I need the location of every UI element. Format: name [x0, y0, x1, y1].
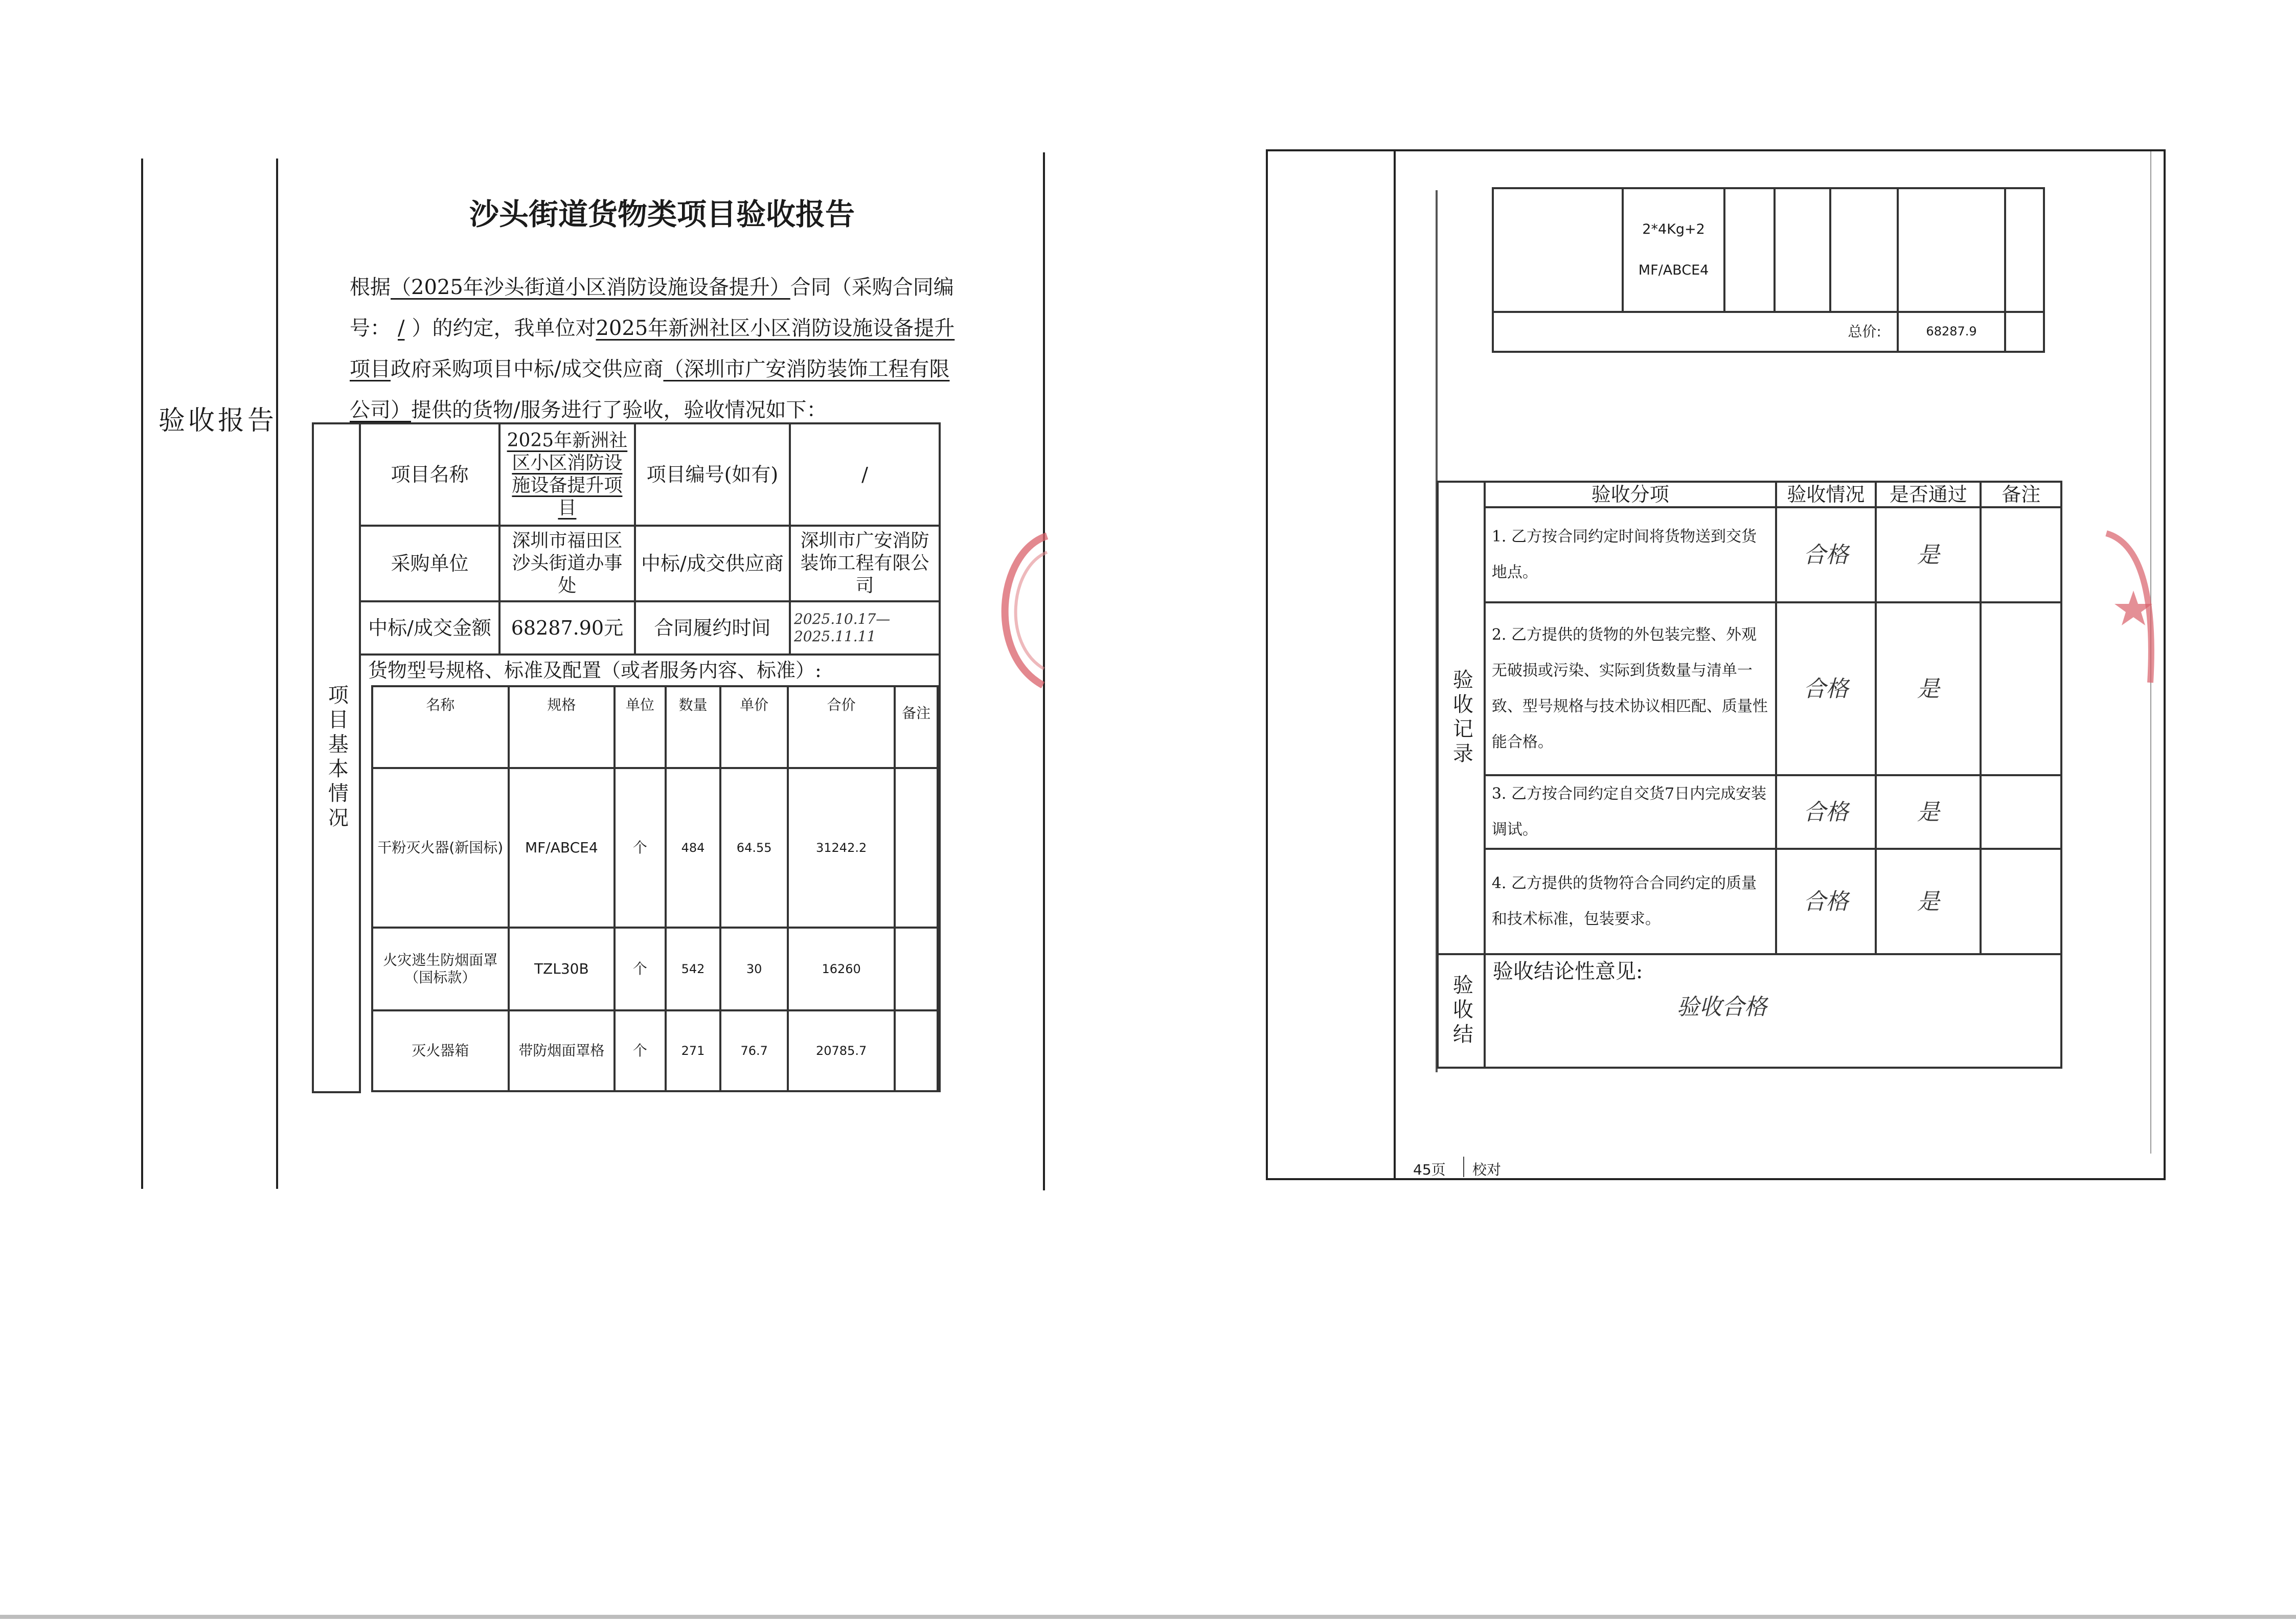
header-unit: 单位	[615, 686, 666, 768]
goods-qty	[1775, 188, 1830, 312]
goods-total: 16260	[788, 928, 895, 1010]
scan-bottom-edge	[0, 1615, 2296, 1619]
goods-note	[2005, 188, 2044, 312]
goods-price: 30	[720, 928, 788, 1010]
header-note: 备注	[1981, 482, 2061, 507]
total-label: 总价:	[1493, 312, 1898, 352]
record-item-text: 2. 乙方提供的货物的外包装完整、外观无破损或污染、实际到货数量与清单一致、型号规格与技术协议相匹配、质量性能合格。	[1485, 602, 1776, 775]
goods-spec-line: 2*4Kg+2	[1642, 221, 1705, 237]
report-title: 沙头街道货物类项目验收报告	[469, 197, 855, 232]
intro-paragraph	[350, 267, 968, 431]
left-outer-border	[141, 159, 143, 1189]
record-status: 合格	[1776, 849, 1876, 954]
side-label: 验收报告	[158, 405, 278, 436]
project-name: 2025年新洲社区小区消防设施设备提升	[596, 317, 955, 340]
goods-price: 64.55	[720, 768, 788, 928]
amount-value: 68287.90元	[499, 601, 635, 655]
goods-total: 20785.7	[788, 1010, 895, 1091]
record-status: 合格	[1776, 507, 1876, 602]
period-start: 2025.10.17—	[793, 610, 891, 627]
goods-table-continued	[1492, 187, 2045, 353]
goods-note	[895, 928, 938, 1010]
record-status: 合格	[1776, 775, 1876, 849]
period-value	[790, 601, 940, 655]
conclusion-label: 验收结	[1438, 954, 1485, 1068]
conclusion-title: 验收结论性意见:	[1492, 960, 1643, 984]
buyer-label: 采购单位	[360, 526, 499, 601]
project-name-value: 2025年新洲社区小区消防设施设备提升项目	[499, 423, 635, 526]
header-total: 合价	[788, 686, 895, 768]
goods-spec: TZL30B	[509, 928, 615, 1010]
table-row	[372, 768, 938, 928]
record-pass: 是	[1876, 775, 1981, 849]
goods-price: 76.7	[720, 1010, 788, 1091]
goods-unit: 个	[615, 768, 666, 928]
intro-text: 提供的货物/服务进行了验收，验收情况如下：	[411, 398, 827, 422]
goods-spec: MF/ABCE4	[509, 768, 615, 928]
goods-cell	[360, 655, 940, 1092]
goods-spec: 带防烟面罩格	[509, 1010, 615, 1091]
contract-number: /	[398, 317, 405, 340]
header-qty: 数量	[666, 686, 721, 768]
record-pass: 是	[1876, 602, 1981, 775]
intro-text: 政府采购项目中标/成交供应商	[391, 357, 664, 381]
amount-label: 中标/成交金额	[360, 601, 499, 655]
section-label: 项目基本情况	[313, 423, 360, 1092]
footer-divider	[1463, 1157, 1464, 1177]
project-no-value: /	[790, 423, 940, 526]
period-end: 2025.11.11	[793, 628, 876, 645]
header-note: 备注	[895, 686, 938, 768]
goods-qty: 271	[666, 1010, 721, 1091]
header-item: 验收分项	[1485, 482, 1776, 507]
goods-qty: 542	[666, 928, 721, 1010]
record-item-text: 1. 乙方按合同约定时间将货物送到交货地点。	[1485, 507, 1776, 602]
conclusion-value: 验收合格	[1676, 994, 1767, 1021]
left-label-divider	[276, 159, 278, 1189]
goods-qty: 484	[666, 768, 721, 928]
supplier-value: 深圳市广安消防装饰工程有限公司	[790, 526, 940, 601]
record-status: 合格	[1776, 602, 1876, 775]
header-spec: 规格	[509, 686, 615, 768]
intro-text: 号：	[350, 317, 391, 340]
header-pass: 是否通过	[1876, 482, 1981, 507]
contract-name: （2025年沙头街道小区消防设施设备提升）	[391, 276, 790, 299]
table-row	[1493, 188, 2044, 312]
table-row	[1438, 775, 2061, 849]
record-item-text: 3. 乙方按合同约定自交货7日内完成安装调试。	[1485, 775, 1776, 849]
goods-unit	[1724, 188, 1775, 312]
official-seal-partial-right	[2105, 529, 2156, 688]
goods-name: 干粉灭火器(新国标)	[372, 768, 509, 928]
record-pass: 是	[1876, 849, 1981, 954]
supplier-name: （深圳市广安消防装饰工程有限	[663, 357, 950, 381]
header-name: 名称	[372, 686, 509, 768]
record-item-text: 4. 乙方提供的货物符合合同约定的质量和技术标准，包装要求。	[1485, 849, 1776, 954]
record-note	[1981, 507, 2061, 602]
table-row	[1438, 602, 2061, 775]
table-row	[1438, 849, 2061, 954]
intro-text: ）的约定，我单位对	[412, 317, 596, 340]
conclusion-cell	[1485, 954, 2061, 1068]
footer-proof: 校对	[1472, 1161, 1502, 1178]
goods-spec	[1623, 188, 1725, 312]
record-note	[1981, 775, 2061, 849]
goods-name: 灭火器箱	[372, 1010, 509, 1091]
goods-price	[1830, 188, 1897, 312]
intro-text: 合同（采购合同编	[790, 276, 954, 299]
total-value: 68287.9	[1898, 312, 2005, 352]
right-label-divider	[1394, 151, 1396, 1180]
table-row	[372, 928, 938, 1010]
supplier-label: 中标/成交供应商	[635, 526, 790, 601]
project-info-table	[312, 422, 941, 1093]
total-note	[2005, 312, 2044, 352]
goods-name: 火灾逃生防烟面罩（国标款）	[372, 928, 509, 1010]
project-name-cont: 项目	[350, 357, 391, 381]
goods-unit: 个	[615, 1010, 666, 1091]
project-name-label: 项目名称	[360, 423, 499, 526]
goods-note	[895, 1010, 938, 1091]
header-price: 单价	[720, 686, 788, 768]
table-row	[372, 1010, 938, 1091]
record-note	[1981, 602, 2061, 775]
footer-page-no: 45页	[1413, 1161, 1446, 1178]
official-seal-partial	[987, 532, 1048, 690]
goods-caption: 货物型号规格、标准及配置（或者服务内容、标准）:	[368, 659, 822, 682]
acceptance-record-table	[1437, 481, 2062, 1069]
goods-table	[371, 685, 939, 1092]
record-note	[1981, 849, 2061, 954]
goods-total	[1898, 188, 2005, 312]
header-status: 验收情况	[1776, 482, 1876, 507]
goods-note	[895, 768, 938, 928]
supplier-name-cont: 公司）	[350, 398, 411, 422]
table-row	[1438, 507, 2061, 602]
period-label: 合同履约时间	[635, 601, 790, 655]
goods-total: 31242.2	[788, 768, 895, 928]
record-label: 验收记录	[1438, 482, 1485, 954]
goods-name	[1493, 188, 1623, 312]
project-no-label: 项目编号(如有)	[635, 423, 790, 526]
intro-text: 根据	[350, 276, 391, 299]
goods-spec-line: MF/ABCE4	[1638, 262, 1709, 278]
buyer-value: 深圳市福田区沙头街道办事处	[499, 526, 635, 601]
record-pass: 是	[1876, 507, 1981, 602]
goods-unit: 个	[615, 928, 666, 1010]
